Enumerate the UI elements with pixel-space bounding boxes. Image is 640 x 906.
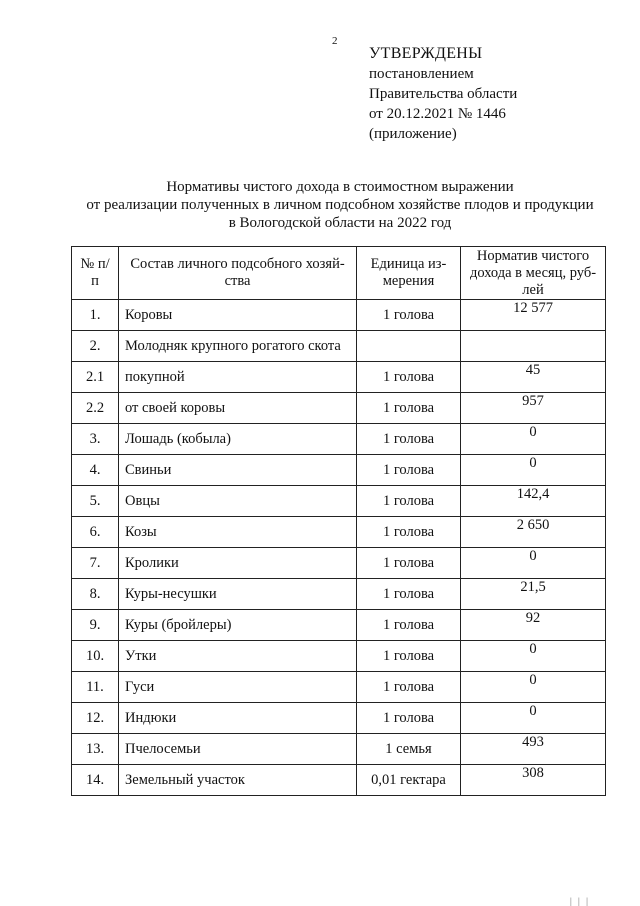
- row-number: 14.: [72, 765, 119, 796]
- row-unit: 1 голова: [357, 393, 461, 424]
- row-composition: Гуси: [119, 672, 357, 703]
- approval-line-resolution: постановлением: [369, 66, 474, 82]
- table-header-row: [72, 247, 606, 300]
- row-number: 7.: [72, 548, 119, 579]
- row-number: 2.2: [72, 393, 119, 424]
- row-unit: 1 голова: [357, 641, 461, 672]
- norms-table: [71, 246, 606, 796]
- page-number: 2: [332, 35, 338, 47]
- approval-heading: УТВЕРЖДЕНЫ: [369, 45, 483, 62]
- row-norm: 957: [461, 393, 606, 424]
- row-unit: 1 голова: [357, 610, 461, 641]
- table-row: [72, 672, 606, 703]
- row-norm: 2 650: [461, 517, 606, 548]
- document-title: [60, 178, 620, 232]
- row-number: 2.1: [72, 362, 119, 393]
- row-norm: 308: [461, 765, 606, 796]
- table-row: [72, 393, 606, 424]
- row-unit: 0,01 гектара: [357, 765, 461, 796]
- table-row: [72, 734, 606, 765]
- row-norm: 0: [461, 703, 606, 734]
- approval-line-appendix: (приложение): [369, 126, 457, 142]
- row-unit: 1 семья: [357, 734, 461, 765]
- row-composition: Индюки: [119, 703, 357, 734]
- row-composition: Лошадь (кобыла): [119, 424, 357, 455]
- row-norm: 21,5: [461, 579, 606, 610]
- row-unit: 1 голова: [357, 486, 461, 517]
- row-unit: 1 голова: [357, 517, 461, 548]
- row-composition: Овцы: [119, 486, 357, 517]
- row-norm: 92: [461, 610, 606, 641]
- table-row: [72, 486, 606, 517]
- table-row: [72, 517, 606, 548]
- row-unit: 1 голова: [357, 362, 461, 393]
- table-row: [72, 455, 606, 486]
- row-composition: Коровы: [119, 300, 357, 331]
- scan-mark: | | |: [570, 896, 590, 906]
- row-composition: Куры-несушки: [119, 579, 357, 610]
- row-composition: покупной: [119, 362, 357, 393]
- row-unit: 1 голова: [357, 548, 461, 579]
- row-number: 1.: [72, 300, 119, 331]
- row-composition: Земельный участок: [119, 765, 357, 796]
- table-row: [72, 362, 606, 393]
- row-norm: 0: [461, 641, 606, 672]
- row-number: 11.: [72, 672, 119, 703]
- row-number: 3.: [72, 424, 119, 455]
- row-unit: 1 голова: [357, 424, 461, 455]
- row-composition: Кролики: [119, 548, 357, 579]
- table-row: [72, 765, 606, 796]
- row-number: 2.: [72, 331, 119, 362]
- row-unit: 1 голова: [357, 300, 461, 331]
- document-title-line: в Вологодской области на 2022 год: [228, 215, 452, 231]
- row-composition: Куры (бройлеры): [119, 610, 357, 641]
- approval-line-date-number: от 20.12.2021 № 1446: [369, 106, 506, 122]
- row-number: 5.: [72, 486, 119, 517]
- document-title-line: от реализации полученных в личном подсобном хозяйстве плодов и продукции: [86, 197, 594, 213]
- row-norm: 0: [461, 424, 606, 455]
- row-composition: от своей коровы: [119, 393, 357, 424]
- row-number: 13.: [72, 734, 119, 765]
- row-norm: 493: [461, 734, 606, 765]
- row-number: 12.: [72, 703, 119, 734]
- row-number: 4.: [72, 455, 119, 486]
- approval-block: [369, 44, 517, 144]
- row-norm: 0: [461, 548, 606, 579]
- row-unit: 1 голова: [357, 672, 461, 703]
- table-row: [72, 300, 606, 331]
- row-norm: 12 577: [461, 300, 606, 331]
- row-composition: Молодняк крупного рогатого скота: [119, 331, 357, 362]
- row-norm: 0: [461, 455, 606, 486]
- table-body: [72, 300, 606, 796]
- header-norm: Норматив чистого дохода в месяц, руб-лей: [461, 247, 606, 300]
- row-composition: Свиньи: [119, 455, 357, 486]
- row-unit: 1 голова: [357, 703, 461, 734]
- document-title-line: Нормативы чистого дохода в стоимостном выражении: [166, 179, 514, 195]
- row-unit: [357, 331, 461, 362]
- table-row: [72, 610, 606, 641]
- row-composition: Пчелосемьи: [119, 734, 357, 765]
- row-norm: 45: [461, 362, 606, 393]
- approval-line-government: Правительства области: [369, 86, 518, 102]
- row-number: 9.: [72, 610, 119, 641]
- row-number: 10.: [72, 641, 119, 672]
- table-row: [72, 331, 606, 362]
- row-composition: Утки: [119, 641, 357, 672]
- table-row: [72, 641, 606, 672]
- table-row: [72, 703, 606, 734]
- table-row: [72, 548, 606, 579]
- header-unit: Единица из-мерения: [357, 247, 461, 300]
- header-number: № п/п: [72, 247, 119, 300]
- header-composition: Состав личного подсобного хозяй-ства: [119, 247, 357, 300]
- row-unit: 1 голова: [357, 455, 461, 486]
- table-row: [72, 579, 606, 610]
- row-norm: [461, 331, 606, 362]
- row-unit: 1 голова: [357, 579, 461, 610]
- row-norm: 0: [461, 672, 606, 703]
- table-row: [72, 424, 606, 455]
- row-number: 6.: [72, 517, 119, 548]
- row-number: 8.: [72, 579, 119, 610]
- row-norm: 142,4: [461, 486, 606, 517]
- row-composition: Козы: [119, 517, 357, 548]
